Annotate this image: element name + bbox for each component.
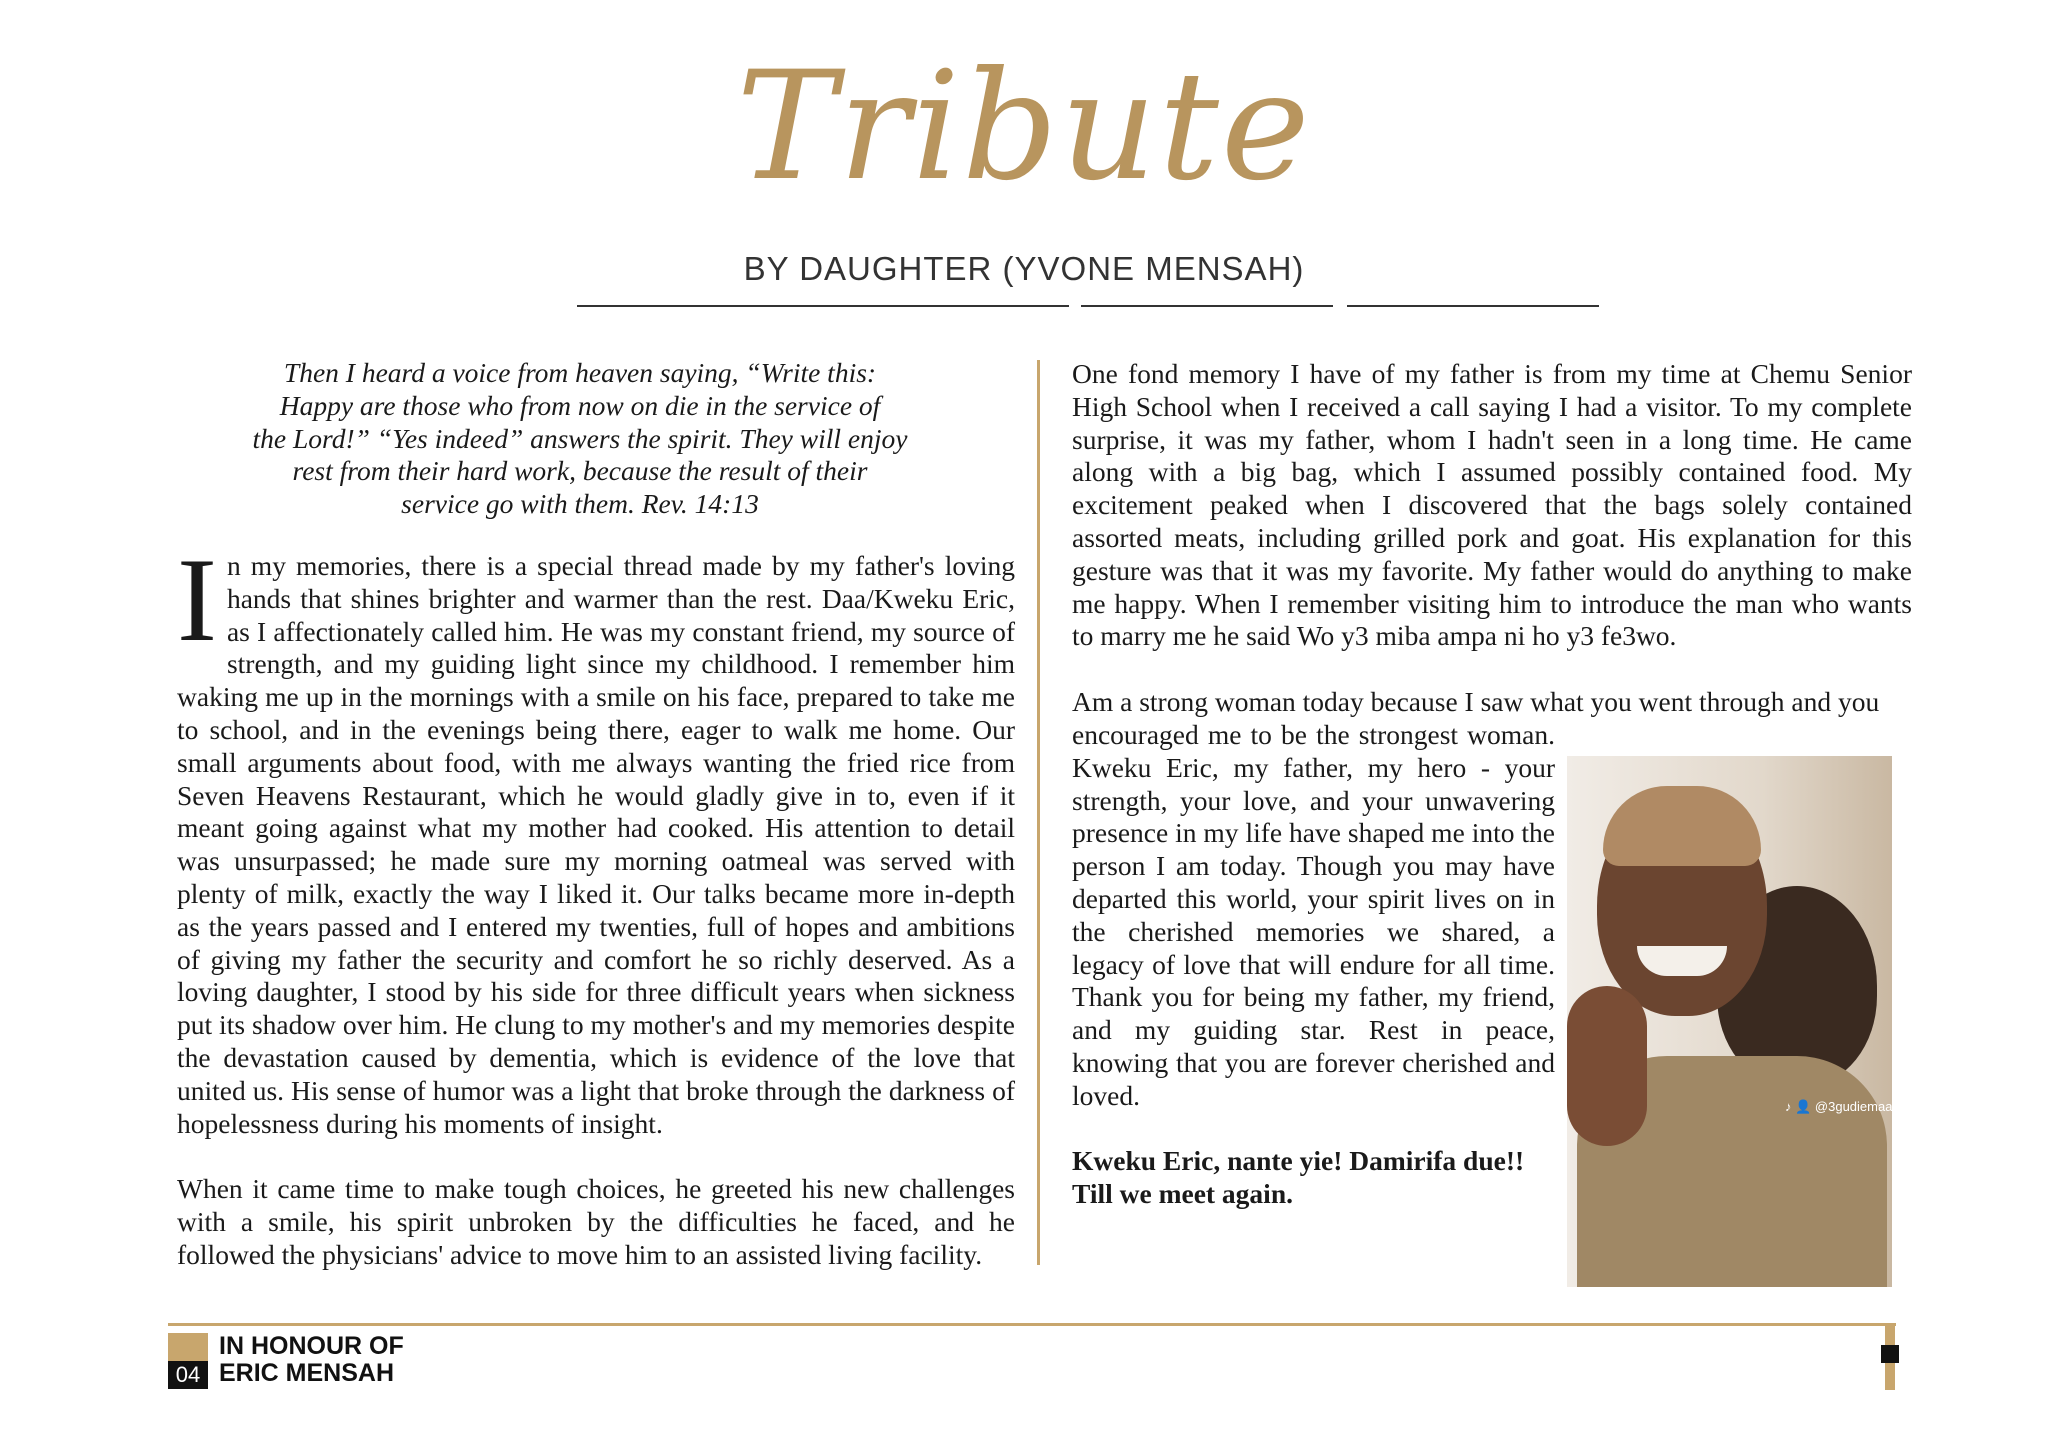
title-underline-right — [1347, 305, 1599, 307]
honour-line-2: ERIC MENSAH — [219, 1359, 395, 1387]
scripture-quote — [210, 357, 950, 521]
right-column-wrapped — [1072, 719, 1555, 1211]
family-photo — [1567, 756, 1892, 1287]
page-number-badge — [168, 1333, 208, 1389]
right-column-top — [1072, 358, 1912, 719]
title-underline-left — [577, 305, 1069, 307]
quote-line: Then I heard a voice from heaven saying, “Write this: — [283, 357, 877, 388]
page-title: Tribute — [736, 40, 1312, 214]
drop-cap: I — [177, 533, 217, 666]
left-column — [177, 533, 1015, 1272]
farewell-paragraph: encouraged me to be the strongest woman. Kweku Eric, my father, my hero - your strength, your love, and your unwavering presence in my life have shaped me into the person I am today. Though you may have departed this world, your spirit lives on in the cherished memories we shared, a legacy of love that will endure for all time. Thank you for being my father, my friend, and my guiding star. Rest in peace, knowing that you are forever cherished and loved. — [1072, 719, 1555, 1111]
quote-line: Happy are those who from now on die in the service of — [279, 389, 881, 421]
footer-honour — [219, 1333, 404, 1387]
title-underline-middle — [1081, 305, 1333, 307]
photo-watermark: ♪ 👤 @3gudiemaa — [1785, 1099, 1892, 1114]
quote-line: service go with them. Rev. 14:13 — [401, 488, 759, 520]
tribute-paragraph-2: When it came time to make tough choices, he greeted his new challenges with a smile, his spirit unbroken by the difficulties he faced, and he followed the physicians' advice to move him to an assisted living facility. — [177, 1173, 1015, 1270]
strong-woman-line: Am a strong woman today because I saw what you went through and you — [1072, 685, 1880, 717]
page-number: 04 — [168, 1361, 208, 1389]
footer-square-marker — [1881, 1345, 1899, 1363]
quote-line: the Lord!” “Yes indeed” answers the spirit. They will enjoy — [252, 422, 908, 454]
byline: BY DAUGHTER (YVONE MENSAH) — [743, 250, 1305, 287]
honour-line-1: IN HONOUR OF — [219, 1332, 404, 1360]
tribute-paragraph-1 — [177, 533, 1015, 1140]
memory-paragraph: One fond memory I have of my father is from my time at Chemu Senior High School when I received a call saying I had a visitor. To my complete surprise, it was my father, whom I hadn't seen in a long time. He came along with a big bag, which I assumed possibly contained food. My excitement peaked when I discovered that the bags solely contained assorted meats, including grilled pork and goat. His explanation for this gesture was that it was my favorite. My father would do anything to make me happy. When I remember visiting him to introduce the man who wants to marry me he said Wo y3 miba ampa ni ho y3 fe3wo. — [1072, 358, 1912, 652]
footer-rule — [168, 1323, 1896, 1326]
closing-line-2: Till we meet again. — [1072, 1178, 1293, 1210]
closing-line-1: Kweku Eric, nante yie! Damirifa due!! — [1072, 1145, 1525, 1177]
column-divider — [1037, 360, 1040, 1265]
quote-line: rest from their hard work, because the result of their — [292, 455, 868, 487]
paragraph-1-text: n my memories, there is a special thread made by my father's loving hands that shines brighter and warmer than the rest. Daa/Kweku Eric, as I affectionately called him. He was my constant friend, my source of strength, and my guiding light since my childhood. I remember him waking me up in the mornings with a smile on his face, prepared to take me to school, and in the evenings being there, eager to walk me home. Our small arguments about food, with me always wanting the fried rice from Seven Heavens Restaurant, which he would gladly give in to, even if it meant going against what my mother had cooked. His attention to detail was unsurpassed; he made sure my morning oatmeal was served with plenty of milk, exactly the way I liked it. Our talks became more in-depth as the years passed and I entered my twenties, full of hopes and ambitions of giving my father the security and comfort he so richly deserved. As a loving daughter, I stood by his side for three difficult years when sickness put its shadow over him. He clung to my mother's and my memories despite the devastation caused by dementia, which is evidence of the love that united us. His sense of humor was a light that broke through the darkness of hopelessness during his moments of insight. — [177, 550, 1015, 1139]
